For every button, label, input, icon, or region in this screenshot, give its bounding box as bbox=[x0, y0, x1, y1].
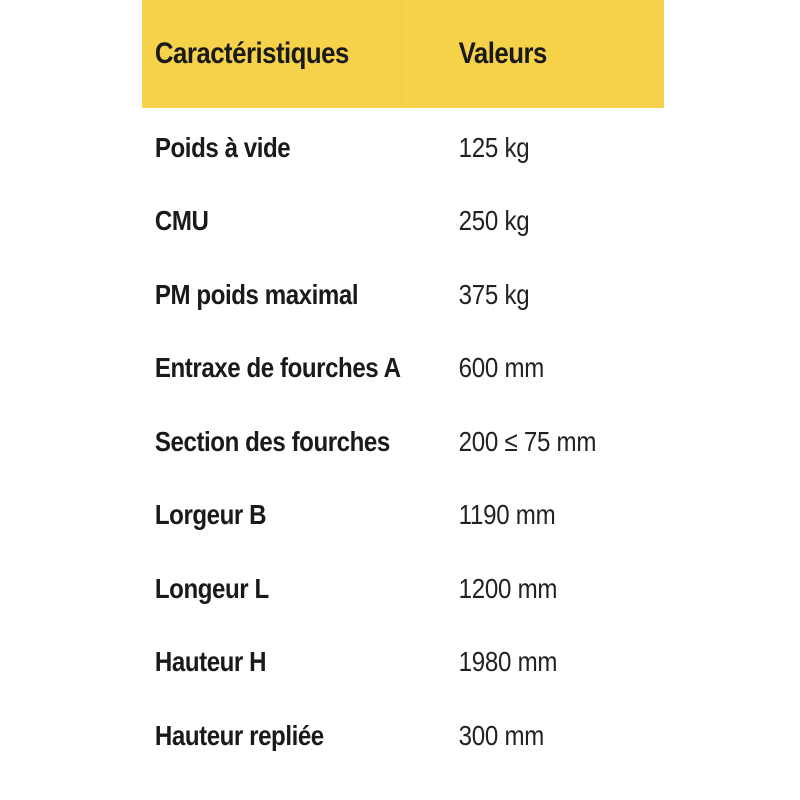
row-value: 250 kg bbox=[458, 205, 530, 237]
row-value: 300 mm bbox=[458, 719, 545, 751]
table-row bbox=[142, 699, 664, 773]
row-value: 375 kg bbox=[458, 278, 530, 310]
row-label: Entraxe de fourches A bbox=[154, 352, 401, 384]
table-row bbox=[142, 332, 664, 406]
row-label: Lorgeur B bbox=[154, 499, 267, 531]
row-value: 1980 mm bbox=[458, 646, 558, 678]
table-row bbox=[142, 626, 664, 700]
row-value: 600 mm bbox=[458, 352, 545, 384]
header-values: Valeurs bbox=[458, 37, 547, 70]
table-row bbox=[142, 258, 664, 332]
table-row bbox=[142, 479, 664, 553]
table-header bbox=[142, 0, 664, 108]
row-label: Hauteur H bbox=[154, 646, 267, 678]
table-row bbox=[142, 552, 664, 626]
row-value: 125 kg bbox=[458, 131, 530, 163]
row-label: Hauteur repliée bbox=[154, 719, 324, 751]
table-body bbox=[142, 111, 664, 773]
row-value: 200 ≤ 75 mm bbox=[458, 425, 597, 457]
row-label: PM poids maximal bbox=[154, 278, 359, 310]
row-label: Poids à vide bbox=[154, 131, 291, 163]
row-label: Section des fourches bbox=[154, 425, 390, 457]
specifications-table bbox=[142, 0, 664, 773]
row-label: Longeur L bbox=[154, 572, 269, 604]
row-value: 1200 mm bbox=[458, 572, 558, 604]
row-value: 1190 mm bbox=[458, 499, 556, 531]
table-row bbox=[142, 185, 664, 259]
table-row bbox=[142, 111, 664, 185]
header-characteristics: Caractéristiques bbox=[142, 0, 402, 108]
table-row bbox=[142, 405, 664, 479]
row-label: CMU bbox=[154, 205, 209, 237]
